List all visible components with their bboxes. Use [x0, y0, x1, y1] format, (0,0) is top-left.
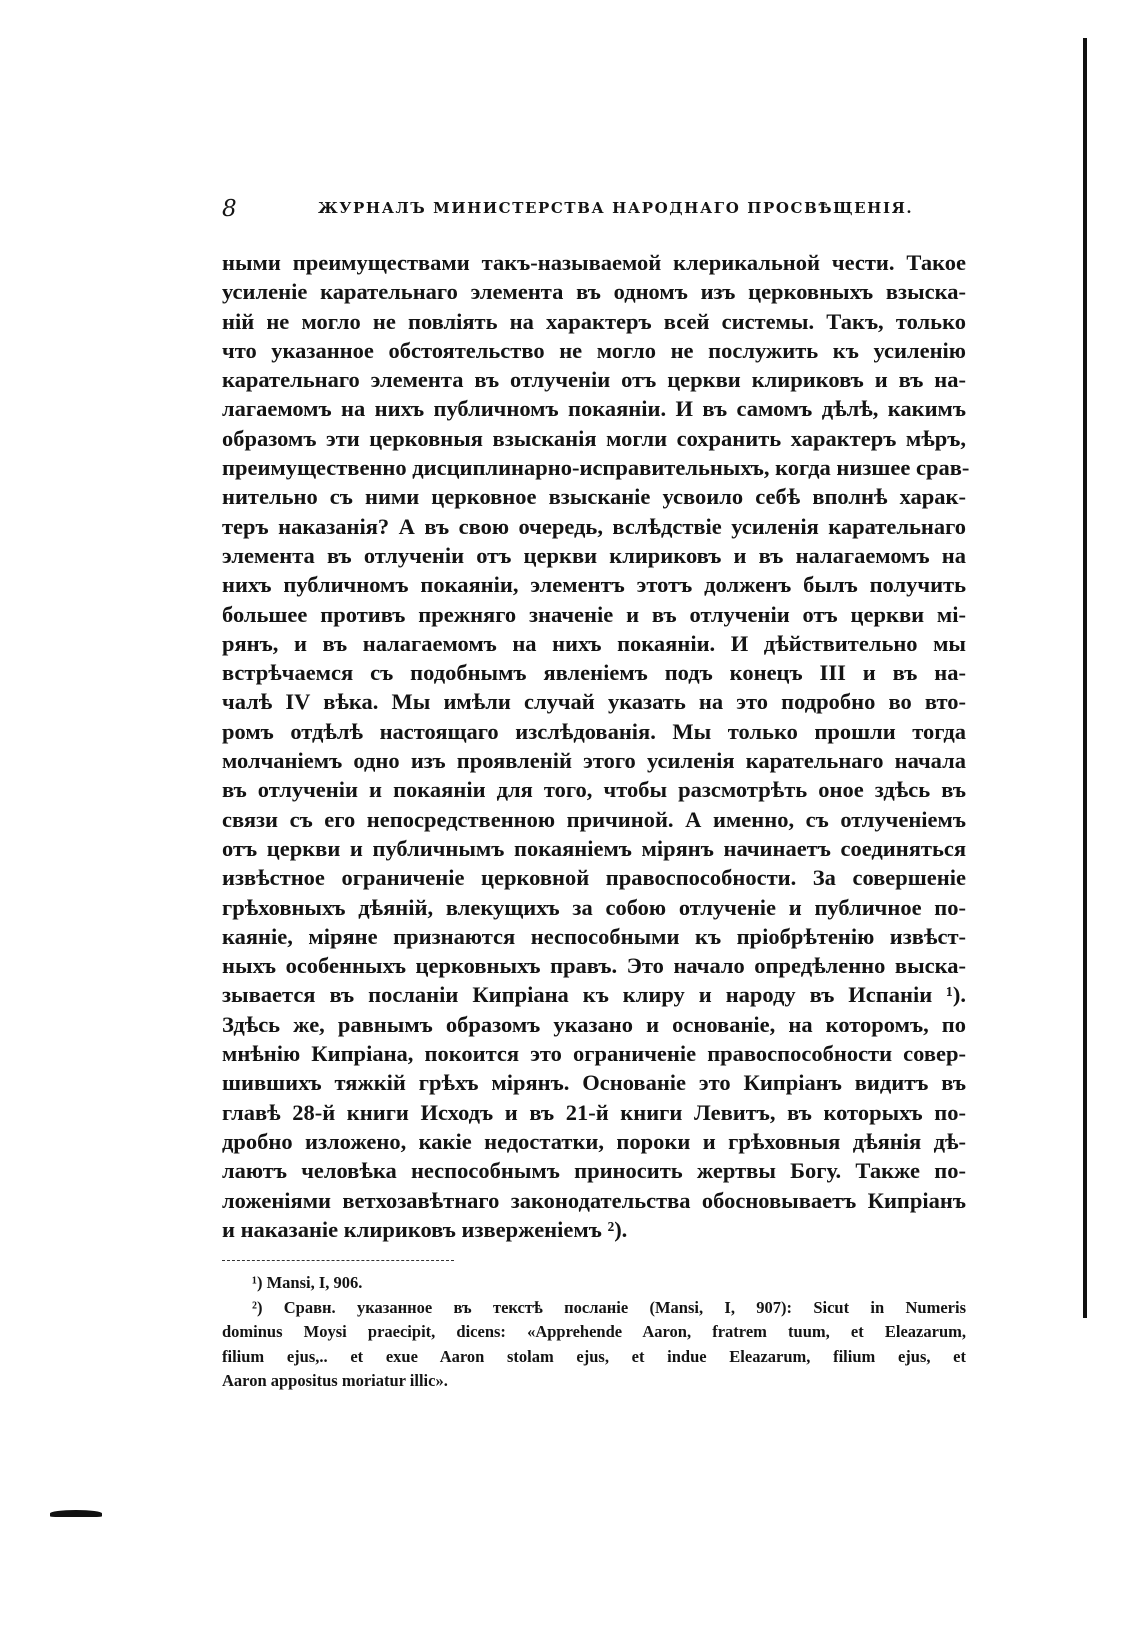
footnote-separator: [222, 1260, 454, 1261]
text-line: встрѣчаемся съ подобнымъ явленіемъ подъ конецъ III и въ на-: [222, 660, 966, 686]
text-line: карательнаго элемента въ отлученіи отъ церкви клириковъ и въ на-: [222, 367, 966, 393]
text-line: зывается въ посланіи Кипріана къ клиру и народу въ Испаніи ¹).: [222, 982, 966, 1008]
footnote-1: ¹) Mansi, I, 906.: [252, 1273, 363, 1293]
text-line: отъ церкви и публичнымъ покаяніемъ мірянъ начинаетъ соединяться: [222, 835, 966, 861]
text-line: лагаемомъ на нихъ публичномъ покаяніи. И въ самомъ дѣлѣ, какимъ: [222, 396, 966, 422]
text-line: ныхъ особенныхъ церковныхъ правъ. Это начало опредѣленно выска-: [222, 953, 966, 979]
text-line: образомъ эти церковныя взысканія могли сохранить характеръ мѣръ,: [222, 425, 966, 451]
text-line: въ отлученіи и покаяніи для того, чтобы разсмотрѣть оное здѣсь въ: [222, 777, 966, 803]
text-line: ній не могло не повліять на характеръ всей системы. Такъ, только: [222, 308, 966, 334]
text-line: ромъ отдѣлѣ настоящаго изслѣдованія. Мы только прошли тогда: [222, 718, 966, 744]
page-header: [222, 196, 966, 226]
text-line: Здѣсь же, равнымъ образомъ указано и основаніе, на которомъ, по: [222, 1011, 966, 1037]
text-line: извѣстное ограниченіе церковной правоспособности. За совершеніе: [222, 865, 966, 891]
text-line: рянъ, и въ налагаемомъ на нихъ покаяніи. И дѣйствительно мы: [222, 630, 966, 656]
text-line: теръ наказанія? А въ свою очередь, вслѣдствіе усиленія карательнаго: [222, 513, 966, 539]
running-title: ЖУРНАЛЪ МИНИСТЕРСТВА НАРОДНАГО ПРОСВѢЩЕНІЯ.: [318, 199, 914, 217]
document-page: [222, 196, 970, 1394]
text-line: каяніе, міряне признаются неспособными къ пріобрѣтенію извѣст-: [222, 923, 966, 949]
text-line: связи съ его непосредственною причиной. А именно, съ отлученіемъ: [222, 806, 966, 832]
text-line: шившихъ тяжкій грѣхъ мірянъ. Основаніе это Кипріанъ видитъ въ: [222, 1070, 966, 1096]
footnote-2-cont: dominus Moysi praecipit, dicens: «Apprehende Aaron, fratrem tuum, et Eleazarum,: [222, 1322, 966, 1342]
text-line: чалѣ IV вѣка. Мы имѣли случай указать на это подробно во вто-: [222, 689, 966, 715]
text-line: ными преимуществами такъ-называемой клерикальной чести. Такое: [222, 250, 966, 275]
text-line: молчаніемъ одно изъ проявленій этого усиленія карательнаго начала: [222, 748, 966, 774]
text-line: нихъ публичномъ покаяніи, элементъ этотъ долженъ былъ получить: [222, 572, 966, 598]
text-line: лаютъ человѣка неспособнымъ приносить жертвы Богу. Также по-: [222, 1158, 966, 1184]
text-line: усиленіе карательнаго элемента въ одномъ изъ церковныхъ взыска-: [222, 279, 966, 305]
text-line: преимущественно дисциплинарно-исправительныхъ, когда низшее срав-: [222, 455, 970, 481]
text-line: грѣховныхъ дѣяній, влекущихъ за собою отлученіе и публичное по-: [222, 894, 966, 920]
footnotes: [222, 1271, 966, 1394]
text-line: большее противъ прежняго значеніе и въ отлученіи отъ церкви мі-: [222, 601, 966, 627]
page-edge-rule: [1083, 38, 1087, 1318]
text-line: дробно изложено, какіе недостатки, пороки и грѣховныя дѣянія дѣ-: [222, 1128, 966, 1154]
text-line: главѣ 28-й книги Исходъ и въ 21-й книги Левитъ, въ которыхъ по-: [222, 1099, 966, 1125]
text-line: элемента въ отлученіи отъ церкви клириковъ и въ налагаемомъ на: [222, 542, 966, 568]
page-number: 8: [222, 196, 237, 222]
text-line: и наказаніе клириковъ изверженіемъ ²).: [222, 1216, 628, 1242]
scan-edge-mark: [50, 1510, 102, 1517]
text-line: мнѣнію Кипріана, покоится это ограниченіе правоспособности совер-: [222, 1041, 966, 1067]
footnote-2-cont: filium ejus,.. et exue Aaron stolam ejus, et indue Eleazarum, filium ejus, et: [222, 1346, 966, 1366]
text-line: нительно съ ними церковное взысканіе усвоило себѣ вполнѣ харак-: [222, 484, 966, 510]
text-line: ложеніями ветхозавѣтнаго законодательства обосновываетъ Кипріанъ: [222, 1187, 966, 1213]
footnote-2: ²) Сравн. указанное въ текстѣ посланіе (Mansi, I, 907): Sicut in Numeris: [252, 1297, 966, 1317]
text-line: что указанное обстоятельство не могло не послужить къ усиленію: [222, 337, 966, 363]
body-text: [222, 248, 970, 1244]
footnote-2-cont: Aaron appositus moriatur illic».: [222, 1371, 448, 1391]
